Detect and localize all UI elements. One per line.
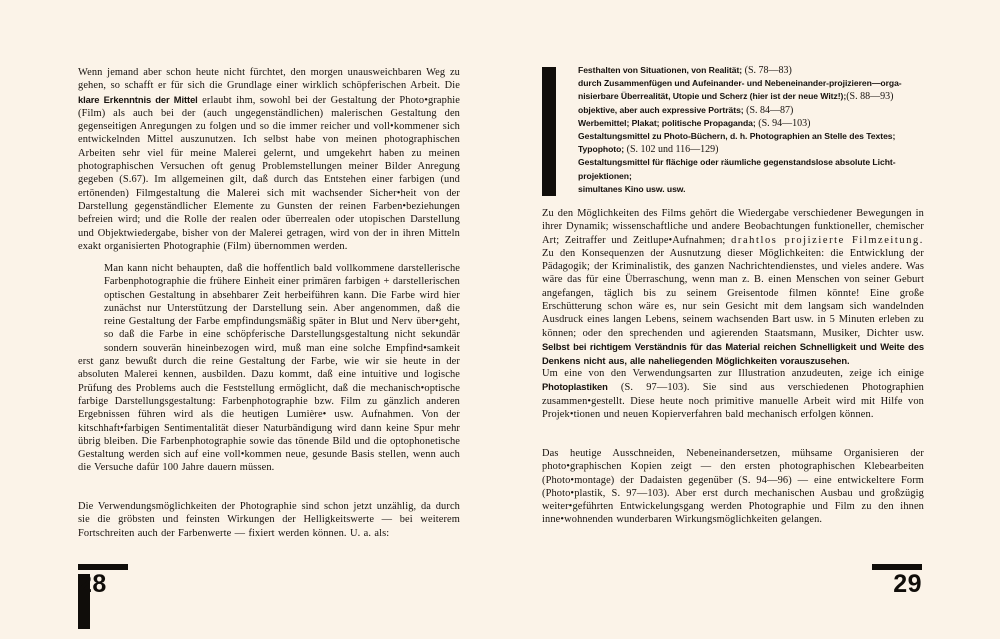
paragraph-block-5: [542, 367, 924, 421]
list-item: [578, 64, 928, 77]
list-item-reference: (S. 102 und 116—129): [624, 144, 719, 156]
paragraph-block-2: [78, 262, 460, 475]
list-item: [578, 77, 928, 103]
list-item-reference: (S. 84—87): [743, 104, 794, 116]
list-item: [578, 130, 928, 156]
paragraph-1-bold-phrase: klare Erkenntnis der Mittel: [78, 93, 198, 105]
paragraph-5-part-b: (S. 97—103). Sie sind aus verschiedenen Photographien zusammen•gestellt. Diese heute noch primitive manuelle Arbeit wird mit Hilfe von Projek•tionen und neuen Kopierverfahren bald mechanisch erfolgen können.: [542, 382, 924, 420]
list-item: [578, 117, 928, 130]
list-item-label: Gestaltungsmittel für flächige oder räumliche gegenstandslose absolute Licht-projektionen;: [578, 157, 896, 181]
list-item-label: durch Zusammenfügen und Aufeinander- und Nebeneinander-projizieren—orga-nisierbare Überrealität, Utopie und Scherz (hier ist der neue Witz!);: [578, 78, 902, 102]
text-column-left: [78, 0, 460, 639]
paragraph-4-part-b: Zu den Konsequenzen der Ausnutzung dieser Möglichkeiten: die Entwicklung der Pädagogik; der Kriminalistik, des ganzen Nachrichtendienstes, und vieles andere. Was wäre das für eine Überraschung, wenn man z. B. einen Menschen von seiner Geburt angefangen, täglich bis zu seinem Greisentode filmen könnte! Eine große Erschütterung schon wäre es, nur sein Gesicht mit dem langsam sich wandelnden Ausdruck eines langen Lebens, seinem wachsenden Bart usw. in 5 Minuten erleben zu können; oder den sprechenden und agierenden Staatsmann, Musiker, Dichter usw.: [542, 247, 924, 339]
paragraph-4: [542, 207, 924, 369]
list-item-label: Festhalten von Situationen, von Realität;: [578, 65, 743, 75]
list-item-label: Werbemittel; Plakat; politische Propaganda;: [578, 117, 756, 128]
page-number-left: 28: [78, 570, 107, 598]
paragraph-6: Das heutige Ausschneiden, Nebeneinandersetzen, mühsame Organisieren der photo•graphischen Kopien zeigt — den ersten photographischen Klebearbeiten (Photo•montage) der Dadaisten gegenüber (S. 94—96) — eine entwickeltere Form (Photo•plastik, S. 97—103). Aber erst durch mechanischen Ausbau und großzügig weiter•geführten Entwickelungsgang werden Photographie und Film zu den ihnen inne•wohnenden wunderbaren Wirkungsmöglichkeiten gelangen.: [542, 448, 924, 526]
uses-list: [578, 64, 928, 196]
paragraph-4-bold-phrase: Selbst bei richtigem Verständnis für das Material reichen Schnelligkeit und Weite des Denkens nicht aus, alle naheliegenden Möglichkeiten vorauszusehen.: [542, 340, 924, 367]
paragraph-5-bold-phrase: Photoplastiken: [542, 381, 608, 393]
paragraph-1-part-b: erlaubt ihm, sowohl bei der Gestaltung der Photo•graphie (Film) als auch bei der (auch ungegenständlichen) malerischen Gestaltung den gegenseitigen Anregungen zu folgen und so die immer reicher und voll•kommener sich entwickelnden Mittel auszunutzen. Ich selbst habe von meinen photographischen Arbeiten sehr viel für meine Malerei gelernt, und umgekehrt haben zu meinen photographischen Versuchen oft genug Problemstellungen meiner Bilder Anregung gegeben (S.67). Im allgemeinen gilt, daß durch das Entstehen einer farbigen (und ertönenden) Filmgestaltung die Malerei sich mit wachsender Sicher•heit von der Darstellung gegenständlicher Elemente zu Gunsten der reinen Farben•beziehungen befreien wird; und die Rolle der realen oder überrealen oder utopischen Darstellung und Objektwiedergabe, bisher von der Malerei getragen, wird von der in ihren Mitteln exakt organisierten Photographie (Film) übernommen werden.: [78, 94, 460, 252]
paragraph-5-part-a: Um eine von den Verwendungsarten zur Illustration anzudeuten, zeige ich einige: [542, 368, 924, 379]
bar-text-spacer: [78, 302, 104, 355]
list-item: [578, 183, 928, 196]
page-right: [500, 0, 1000, 639]
text-column-right: [542, 0, 924, 639]
uses-list-block: [578, 64, 928, 196]
folio-right: [872, 564, 922, 597]
paragraph-4-letterspaced-phrase: drahtlos projizierte Filmzeitung.: [731, 234, 924, 246]
page-number-right: 29: [893, 570, 922, 598]
paragraph-1: [78, 66, 460, 253]
folio-left: [78, 564, 128, 597]
list-item: [578, 104, 928, 117]
paragraph-4-part-a: Zu den Möglichkeiten des Films gehört die Wiedergabe verschiedener Bewegungen in ihrer Dynamik; wissenschaftliche und andere Beobachtungen funktioneller, chemischer Art; Zeitraffer und Zeitlupe•Aufnahmen;: [542, 208, 924, 246]
list-item-label: Gestaltungsmittel zu Photo-Büchern, d. h. Photographien an Stelle des Textes; Typophoto;: [578, 131, 896, 155]
list-item-reference: (S. 78—83): [742, 65, 792, 76]
paragraph-block-6: [542, 447, 924, 527]
paragraph-5: [542, 367, 924, 421]
list-item: [578, 156, 928, 182]
list-item-reference: (S. 94—103): [755, 117, 811, 129]
paragraph-3: Die Verwendungsmöglichkeiten der Photographie sind schon jetzt unzählig, da durch sie die gröbsten und feinsten Wirkungen der Helligkeitswerte — bei weiterem Fortschreiten auch der Farbenwerte — fixiert werden können. U. a. als:: [78, 501, 460, 539]
list-item-reference: (S. 88—93): [846, 91, 894, 103]
paragraph-2: Man kann nicht behaupten, daß die hoffentlich bald vollkommene darstellerische Farbenphotographie die frühere Einheit einer primären farbigen + darstellerischen optischen Gestaltung in absehbarer Zeit herbeiführen kann. Die Farbe wird hier zunächst nur Unterstützung der Darstellung sein. Aber angenommen, daß die reine Gestaltung der Farbe empfindungsmäßig später in Blut und Nerv über•geht, so daß die Farbe in eine schöpferische Darstellungsgestaltung nicht sekundär sondern souverän hineinbezogen wird, muß man eine solche Empfind•samkeit erst ganz bewußt durch die reine Gestaltung der Farbe, wie wir sie heute in der absoluten Malerei kennen, ausbilden. Dazu kommt, daß eine intuitive und logische Prüfung des Problems auch die Feststellung ermöglicht, daß die mechanisch•optische farbige Darstellungsgestaltung: Farbenphotographie bzw. Film zu gänzlich anderen Ergebnissen führen wird als die heutigen Lumière• usw. Aufnahmen. Von der kitschhaft•farbigen Sentimentalität dieser Naturbändigung wird dann keine Spur mehr übrig bleiben. Die Farbenphotographie sowie das tönende Bild und die optophonetische Gestaltung werden sich auf eine voll•kommen neue, gesunde Basis stellen, wenn auch die Versuche dafür 100 Jahre dauern müssen.: [78, 263, 460, 474]
paragraph-block-3: [78, 500, 460, 540]
list-item-label: objektive, aber auch expressive Porträts;: [578, 104, 744, 115]
list-item-label: simultanes Kino usw. usw.: [578, 183, 686, 194]
paragraph-1-part-a: Wenn jemand aber schon heute nicht fürchtet, den morgen unausweichbaren Weg zu gehen, so schafft er für sich die Grundlage einer wirklich schöpferischen Arbeit. Die: [78, 67, 460, 92]
paragraph-block-4: [542, 207, 924, 369]
paragraph-block-1: [78, 66, 460, 253]
black-accent-bar-right: [542, 67, 556, 196]
